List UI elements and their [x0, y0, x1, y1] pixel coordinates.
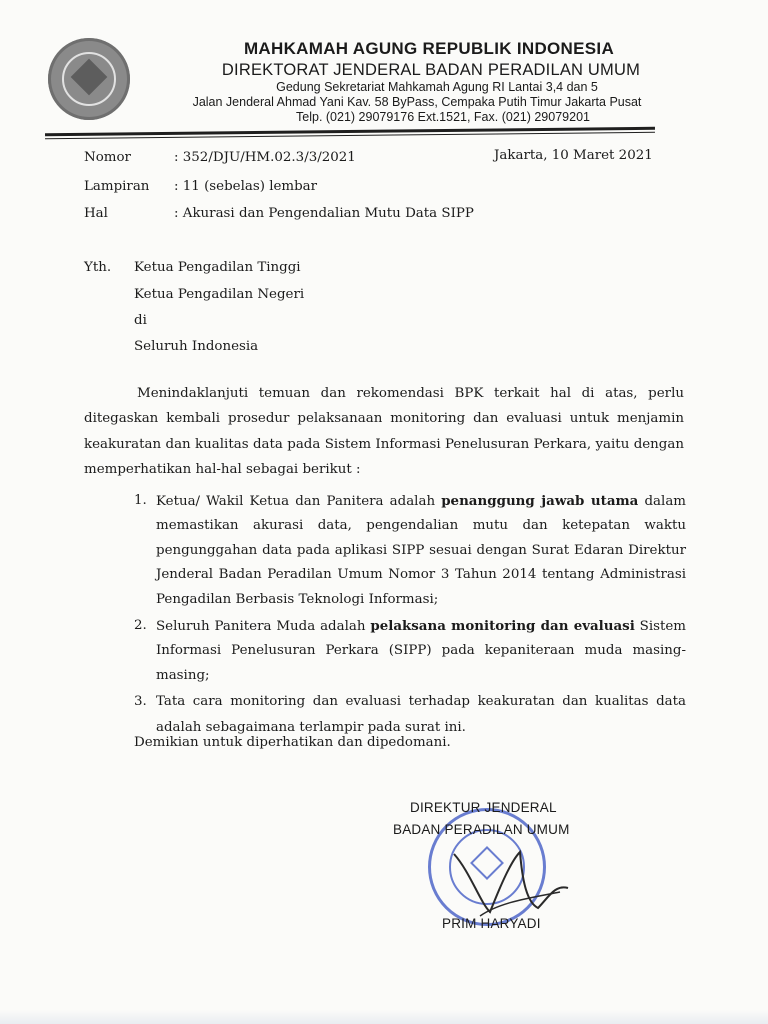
- nomor-value: : 352/DJU/HM.02.3/3/2021: [174, 150, 356, 165]
- hal-value: : Akurasi dan Pengendalian Mutu Data SIPP: [174, 206, 474, 221]
- building-address: Gedung Sekretariat Mahkamah Agung RI Lantai 3,4 dan 5: [276, 80, 598, 94]
- signatory-name: PRIM HARYADI: [442, 916, 541, 931]
- institution-name: MAHKAMAH AGUNG REPUBLIK INDONESIA: [243, 39, 615, 58]
- intro-text: Menindaklanjuti temuan dan rekomendasi BPK terkait hal di atas, perlu ditegaskan kembali prosedur pelaksanaan monitoring dan evaluasi untuk menjamin keakuratan dan kualitas data pada Sistem Informasi Penelusuran Perkara, yaitu dengan memperhatikan hal-hal sebagai berikut :: [84, 386, 684, 477]
- list-item: 1. Ketua/ Wakil Ketua dan Panitera adalah penanggung jawab utama dalam memastikan akurasi data, pengendalian mutu dan ketepatan waktu pengunggahan data pada aplikasi SIPP sesuai dengan Surat Edaran Direktur Jenderal Badan Peradilan Umum Nomor 3 Tahun 2014 tentang Administrasi Pengadilan Berbasis Teknologi Informasi;: [134, 493, 686, 607]
- lampiran-value: : 11 (sebelas) lembar: [174, 179, 318, 194]
- nomor-label: Nomor: [84, 150, 131, 165]
- instruction-list: [134, 489, 686, 742]
- letter-date: Jakarta, 10 Maret 2021: [494, 148, 653, 163]
- yth-label: Yth.: [84, 260, 112, 275]
- letterhead: [135, 38, 695, 125]
- list-item: 2. Seluruh Panitera Muda adalah pelaksana monitoring dan evaluasi Sistem Informasi Penelusuran Perkara (SIPP) pada kepaniteraan muda masing-masing;: [134, 618, 686, 683]
- intro-paragraph: [84, 381, 684, 482]
- street-address: Jalan Jenderal Ahmad Yani Kav. 58 ByPass, Cempaka Putih Timur Jakarta Pusat: [192, 95, 642, 109]
- mahkamah-agung-logo-icon: [48, 38, 130, 120]
- hal-label: Hal: [84, 206, 108, 221]
- lampiran-label: Lampiran: [84, 179, 150, 194]
- closing-sentence: Demikian untuk diperhatikan dan dipedomani.: [134, 735, 451, 750]
- list-item: 3. Tata cara monitoring dan evaluasi terhadap keakuratan dan kualitas data adalah sebagaimana terlampir pada surat ini.: [134, 694, 686, 735]
- recipient-line-4: Seluruh Indonesia: [134, 339, 259, 354]
- recipient-line-3: di: [134, 313, 147, 328]
- contact-phone: Telp. (021) 29079176 Ext.1521, Fax. (021) 29079201: [296, 110, 590, 124]
- signatory-title-2: BADAN PERADILAN UMUM: [393, 822, 570, 837]
- recipient-line-2: Ketua Pengadilan Negeri: [134, 287, 305, 302]
- signatory-title-1: DIREKTUR JENDERAL: [410, 800, 557, 815]
- directorate-name: DIREKTORAT JENDERAL BADAN PERADILAN UMUM: [221, 61, 641, 79]
- page-bottom-edge: [0, 1010, 768, 1024]
- recipient-line-1: Ketua Pengadilan Tinggi: [134, 260, 301, 275]
